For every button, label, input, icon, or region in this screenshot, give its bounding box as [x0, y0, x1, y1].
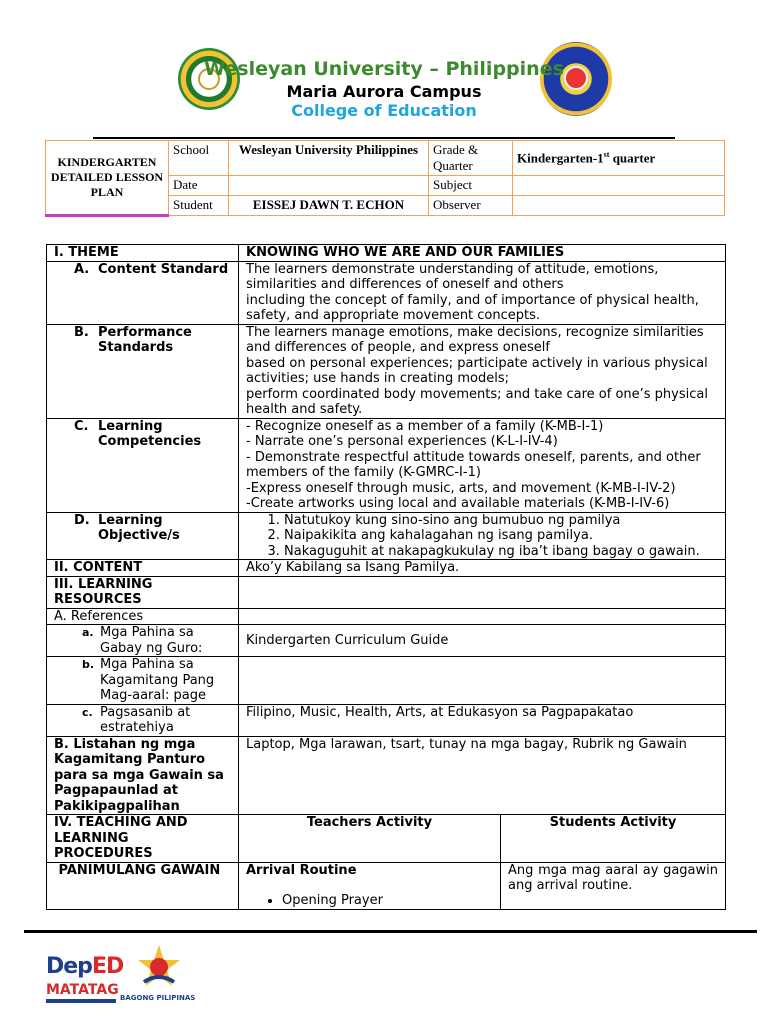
students-activity-cell: Ang mga mag aaral ay gagawin ang arrival routine.	[501, 862, 726, 909]
observer-label: Observer	[429, 196, 513, 216]
table-row	[47, 560, 726, 577]
performance-standards-value: The learners manage emotions, make decisions, recognize similarities and differences of people, and express oneself based on personal experiences; participate actively in various physical activities; use hands in creating models; perform coordinated body movements; and take care of one’s physical health and safety.	[239, 324, 726, 418]
learning-resources-value	[239, 576, 726, 608]
table-row	[47, 324, 726, 418]
lesson-plan-title: KINDERGARTEN DETAILED LESSON PLAN	[46, 141, 169, 216]
content-value: Ako’y Kabilang sa Isang Pamilya.	[239, 560, 726, 577]
list-item: 3. Nakaguguhit at nakapagkukulay ng iba’t ibang bagay o gawain.	[284, 544, 718, 560]
table-row	[47, 704, 726, 736]
date-value	[229, 176, 429, 196]
matatag-logo: MATATAG	[46, 982, 119, 998]
subject-label: Subject	[429, 176, 513, 196]
theme-label: I. THEME	[47, 245, 239, 262]
list-item: -Express oneself through music, arts, and movement (K-MB-I-IV-2)	[246, 480, 676, 496]
learning-resources-label: III. LEARNING RESOURCES	[47, 576, 239, 608]
list-item: - Recognize oneself as a member of a family (K-MB-I-1)	[246, 418, 604, 434]
footer-divider	[24, 930, 757, 933]
grade-value: Kindergarten-1st quarter	[513, 141, 725, 176]
arrival-routine-heading: Arrival Routine	[246, 862, 357, 878]
student-value: EISSEJ DAWN T. ECHON	[229, 196, 429, 216]
bagong-pilipinas-logo	[134, 942, 184, 992]
procedures-label: IV. TEACHING AND LEARNING PROCEDURES	[47, 815, 239, 863]
content-label: II. CONTENT	[47, 560, 239, 577]
learning-objectives-value	[239, 512, 726, 560]
student-label: Student	[169, 196, 229, 216]
panimulang-gawain-label: PANIMULANG GAWAIN	[47, 862, 239, 909]
learning-competencies-value	[239, 418, 726, 512]
school-value: Wesleyan University Philippines	[229, 141, 429, 176]
date-label: Date	[169, 176, 229, 196]
table-row	[47, 608, 726, 625]
learner-material-pages-label: b. Mga Pahina sa Kagamitang Pang Mag-aaral: page	[82, 657, 215, 703]
references-label: A. References	[47, 608, 239, 625]
content-standard-label: A. Content Standard	[74, 261, 229, 277]
materials-label: B. Listahan ng mga Kagamitang Panturo para sa mga Gawain sa Pagpapaunlad at Pakikipagpalihan	[47, 736, 239, 815]
university-title: Wesleyan University – Philippines	[204, 58, 564, 80]
table-row	[47, 261, 726, 324]
deped-logo: DepED	[46, 954, 124, 979]
table-row	[47, 576, 726, 608]
teachers-activity-header: Teachers Activity	[239, 815, 501, 863]
theme-value: KNOWING WHO WE ARE AND OUR FAMILIES	[239, 245, 726, 262]
teacher-guide-pages-label: a. Mga Pahina sa Gabay ng Guro:	[82, 625, 203, 656]
table-row	[47, 418, 726, 512]
lesson-info-table	[45, 140, 725, 217]
school-label: School	[169, 141, 229, 176]
observer-value	[513, 196, 725, 216]
campus-title: Maria Aurora Campus	[286, 82, 482, 101]
list-item: - Narrate one’s personal experiences (K-L-I-IV-4)	[246, 434, 558, 449]
materials-value: Laptop, Mga larawan, tsart, tunay na mga bagay, Rubrik ng Gawain	[239, 736, 726, 815]
header-divider	[93, 137, 675, 139]
content-standard-value: The learners demonstrate understanding of attitude, emotions, similarities and differences of oneself and others including the concept of family, and of importance of physical health, safety, and appropriate movement concepts.	[239, 261, 726, 324]
bagong-pilipinas-text: BAGONG PILIPINAS	[120, 994, 196, 1002]
table-row	[47, 736, 726, 815]
teachers-activity-cell	[239, 862, 501, 909]
teacher-guide-pages-value: Kindergarten Curriculum Guide	[239, 625, 726, 657]
table-row	[47, 862, 726, 909]
references-value	[239, 608, 726, 625]
list-item: • Opening Prayer	[282, 893, 493, 909]
table-row	[47, 625, 726, 657]
list-item: 2. Naipakikita ang kahalagahan ng isang pamilya.	[284, 528, 718, 544]
grade-label: Grade & Quarter	[429, 141, 513, 176]
list-item: 1. Natutukoy kung sino-sino ang bumubuo ng pamilya	[284, 513, 718, 529]
integration-label: c. Pagsasanib at estratehiya	[82, 704, 191, 735]
list-item: - Demonstrate respectful attitude towards oneself, parents, and other members of the family (K-GMRC-I-1)	[246, 449, 701, 480]
table-row	[47, 245, 726, 262]
college-title: College of Education	[291, 101, 477, 120]
learning-competencies-label: C. Learning Competencies	[74, 418, 202, 449]
performance-standards-label: B. Performance Standards	[74, 324, 192, 355]
lesson-plan-table	[46, 244, 726, 910]
list-item: -Create artworks using local and available materials (K-MB-I-IV-6)	[246, 496, 670, 511]
table-row	[47, 815, 726, 863]
learner-material-pages-value	[239, 657, 726, 705]
subject-value	[513, 176, 725, 196]
learning-objectives-label: D. Learning Objective/s	[74, 512, 180, 543]
students-activity-header: Students Activity	[501, 815, 726, 863]
table-row	[47, 657, 726, 705]
integration-value: Filipino, Music, Health, Arts, at Edukasyon sa Pagpapakatao	[239, 704, 726, 736]
table-row	[47, 512, 726, 560]
deped-tagline-bar	[46, 999, 116, 1003]
